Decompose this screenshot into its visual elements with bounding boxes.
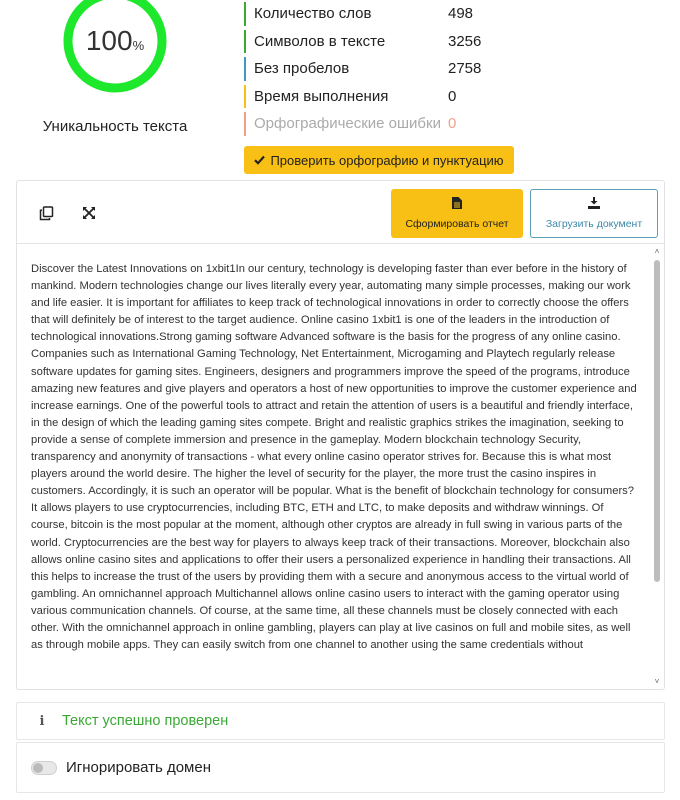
- check-spelling-button[interactable]: [244, 146, 514, 174]
- stat-label: Символов в тексте: [254, 32, 386, 50]
- check-status-message: Текст успешно проверен: [62, 713, 229, 729]
- stat-bar: [244, 85, 246, 109]
- generate-report-button[interactable]: [391, 189, 523, 238]
- stat-no-spaces: [244, 55, 664, 83]
- text-content-area[interactable]: [17, 245, 664, 689]
- text-editor-card: [16, 180, 665, 690]
- stat-bar: [244, 30, 246, 54]
- upload-document-label: Загрузить документ: [545, 218, 643, 230]
- expand-icon[interactable]: [80, 204, 98, 222]
- stat-value: 0: [448, 87, 457, 105]
- stat-bar: [244, 112, 246, 136]
- stat-value: 3256: [448, 32, 482, 50]
- check-icon: [254, 153, 265, 168]
- upload-document-button[interactable]: [530, 189, 658, 238]
- stat-label: Время выполнения: [254, 87, 389, 105]
- stat-label: Орфографические ошибки: [254, 115, 441, 133]
- check-spelling-label: Проверить орфографию и пунктуацию: [270, 152, 504, 168]
- stat-char-count: [244, 28, 664, 56]
- text-stats: [244, 0, 664, 138]
- download-icon: [588, 197, 600, 212]
- ignore-domain-label: Игнорировать домен: [66, 759, 211, 776]
- uniqueness-ring: [62, 0, 168, 94]
- stat-value: 0: [448, 115, 457, 133]
- stat-value: 498: [448, 5, 474, 23]
- check-status-box: [16, 702, 665, 740]
- stat-value: 2758: [448, 60, 482, 78]
- uniqueness-percent: [62, 0, 168, 94]
- stat-label: Количество слов: [254, 5, 372, 23]
- scrollbar[interactable]: [652, 247, 662, 687]
- document-icon: [452, 197, 462, 212]
- toggle-knob: [33, 763, 43, 773]
- editor-toolbar: [17, 181, 664, 244]
- uniqueness-panel: [0, 0, 230, 175]
- scroll-down-icon[interactable]: ˅: [654, 677, 660, 686]
- uniqueness-label: Уникальность текста: [42, 118, 188, 135]
- stat-bar: [244, 2, 246, 26]
- stat-exec-time: [244, 83, 664, 111]
- generate-report-label: Сформировать отчет: [405, 218, 509, 230]
- uniqueness-percent-sign: %: [132, 37, 145, 53]
- uniqueness-percent-value: 100: [85, 25, 133, 56]
- scrollbar-thumb[interactable]: [654, 260, 660, 582]
- stat-bar: [244, 57, 246, 81]
- scroll-up-icon[interactable]: ˄: [654, 247, 660, 256]
- ignore-domain-row: [16, 742, 665, 793]
- stat-spelling-errors: [244, 110, 664, 138]
- stat-word-count: [244, 0, 664, 28]
- text-content[interactable]: Discover the Latest Innovations on 1xbit1In our century, technology is developing faster than ever before in the history of mankind. Modern technologies change our lives literally every year, automating many simple processes, making our work and life easier. It is important for affiliates to keep track of technological innovations in order to correctly choose the offers that will definitely be of interest to the target audience. Online casino 1xbit1 is one of the leaders in the introduction of technological innovations.Strong gaming software Advanced software is the basis for the progress of any online casino. Companies such as International Gaming Technology, Net Entertainment, Microgaming and Playtech regularly release software updates for gaming sites. Engineers, designers and programmers improve the speed of the programs, introduce amazing new features and give players and operators a host of new opportunities to improve the customer experience and increase earnings. One of the powerful tools to attract and retain the attention of users is a beautiful and friendly interface, in the design of which the leading gaming sites compete. Bright and realistic graphics strikes the imagination, seeking to provide a sense of complete immersion and presence in the gameplay. Modern blockchain technology Security, transparency and anonymity of transactions - what every online casino operator strives for. Because this is what most players around the world desire. The higher the level of security for the player, the more trust the casino inspires in customers. Accordingly, it is such an operator will be popular. What is the benefit of blockchain technology for consumers? It allows players to use cryptocurrencies, including BTC, ETH and LTC, to make deposits and withdraw winnings. Of course, bitcoin is the most popular at the moment, although other cryptos are already in full swing in various parts of the world. Cryptocurrencies are the best way for players to always keep track of their transactions. Moreover, blockchain also allows online casino sites and applications to offer their users a personalized experience in handling their transactions. All this helps to increase the trust of the users by providing them with a secure and anonymous access to the virtual world of gambling. An omnichannel approach Multichannel allows online casino users to interact with the gaming operator using various communication channels. Of course, at the same time, all these channels must be closely connected with each other. With the omnichannel approach in online gambling, players can play at live casinos on full and mobile sites, as well as through mobile apps. They can easily switch from one channel to another using the same credentials without: [31, 263, 637, 652]
- stat-label: Без пробелов: [254, 60, 350, 78]
- copy-icon[interactable]: [37, 204, 55, 222]
- ignore-domain-toggle[interactable]: [31, 761, 57, 775]
- info-icon: i: [39, 713, 45, 729]
